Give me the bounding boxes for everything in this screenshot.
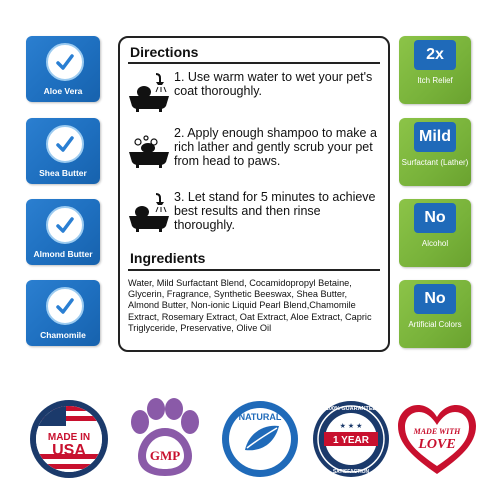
- feature-badge: [26, 118, 100, 184]
- badge-label: Aloe Vera: [43, 86, 83, 96]
- direction-step-text: 3. Let stand for 5 minutes to achieve best results and then rinse thoroughly.: [174, 190, 376, 232]
- made-in-usa-seal: [28, 398, 110, 480]
- badge-label: Chamomile: [40, 330, 86, 340]
- direction-step-text: 1. Use warm water to wet your pet's coat thoroughly.: [174, 70, 373, 98]
- directions-panel: [118, 36, 390, 352]
- bathtub-rinse-icon: [126, 192, 172, 234]
- claim-badge: [399, 199, 471, 267]
- claim-badge: [399, 36, 471, 104]
- checkmark-icon: [46, 206, 84, 244]
- divider: [128, 269, 380, 271]
- guarantee-seal: [310, 398, 392, 480]
- love-seal-line2: LOVE: [418, 437, 456, 452]
- badge-label: Shea Butter: [39, 168, 87, 178]
- gmp-text: GMP: [149, 448, 181, 463]
- direction-step-text: 2. Apply enough shampoo to make a rich lather and gently scrub your pet from head to paws.: [174, 126, 377, 168]
- claim-badge-label: Itch Relief: [417, 76, 453, 85]
- divider: [128, 62, 380, 64]
- direction-step: [124, 126, 382, 174]
- bathtub-shower-icon: [126, 72, 172, 114]
- usa-seal-line1: MADE IN: [47, 432, 91, 443]
- ingredients-text: Water, Mild Surfactant Blend, Cocamidopropyl Betaine, Glycerin, Fragrance, Synthetic Beeswax, Shea Butter, Almond Butter, Non-ionic Liquid Pearl Blend,Chamomile Extract, Rosemary Extract, Oat Extract, Aloe Extract, Capric Triglyceride, Preservative, Olive Oil: [128, 278, 372, 333]
- natural-seal: [219, 398, 301, 480]
- feature-badge: [26, 36, 100, 102]
- feature-badge: [26, 199, 100, 265]
- made-with-love-seal: [394, 398, 480, 480]
- claim-badge-value: No: [414, 203, 456, 233]
- claim-badge-value: Mild: [414, 122, 456, 152]
- directions-title: Directions: [130, 44, 199, 60]
- bathtub-lather-icon: [126, 128, 172, 170]
- checkmark-icon: [46, 125, 84, 163]
- claim-badge: [399, 118, 471, 186]
- claim-badge-value: No: [414, 284, 456, 314]
- direction-step: [124, 190, 382, 238]
- gmp-paw-seal: [124, 398, 206, 480]
- love-seal-line1: MADE WITH: [413, 427, 461, 436]
- guarantee-seal-bottom: SATISFACTION: [332, 469, 370, 475]
- star-icon: ★ ★ ★: [339, 423, 363, 430]
- guarantee-seal-arc: 100% GUARANTEE: [325, 406, 377, 412]
- feature-badge: [26, 280, 100, 346]
- badge-label: Almond Butter: [33, 249, 93, 259]
- direction-step: [124, 70, 382, 118]
- claim-badge-label: Surfactant (Lather): [401, 158, 469, 167]
- checkmark-icon: [46, 287, 84, 325]
- guarantee-seal-center: 1 YEAR: [333, 435, 369, 446]
- claim-badge: [399, 280, 471, 348]
- usa-seal-line2: USA: [52, 442, 86, 459]
- checkmark-icon: [46, 43, 84, 81]
- natural-seal-text: NATURAL: [238, 412, 282, 422]
- claim-badge-label: Artificial Colors: [408, 320, 462, 329]
- claim-badge-label: Alcohol: [421, 239, 449, 248]
- ingredients-title: Ingredients: [130, 250, 206, 266]
- claim-badge-value: 2x: [414, 40, 456, 70]
